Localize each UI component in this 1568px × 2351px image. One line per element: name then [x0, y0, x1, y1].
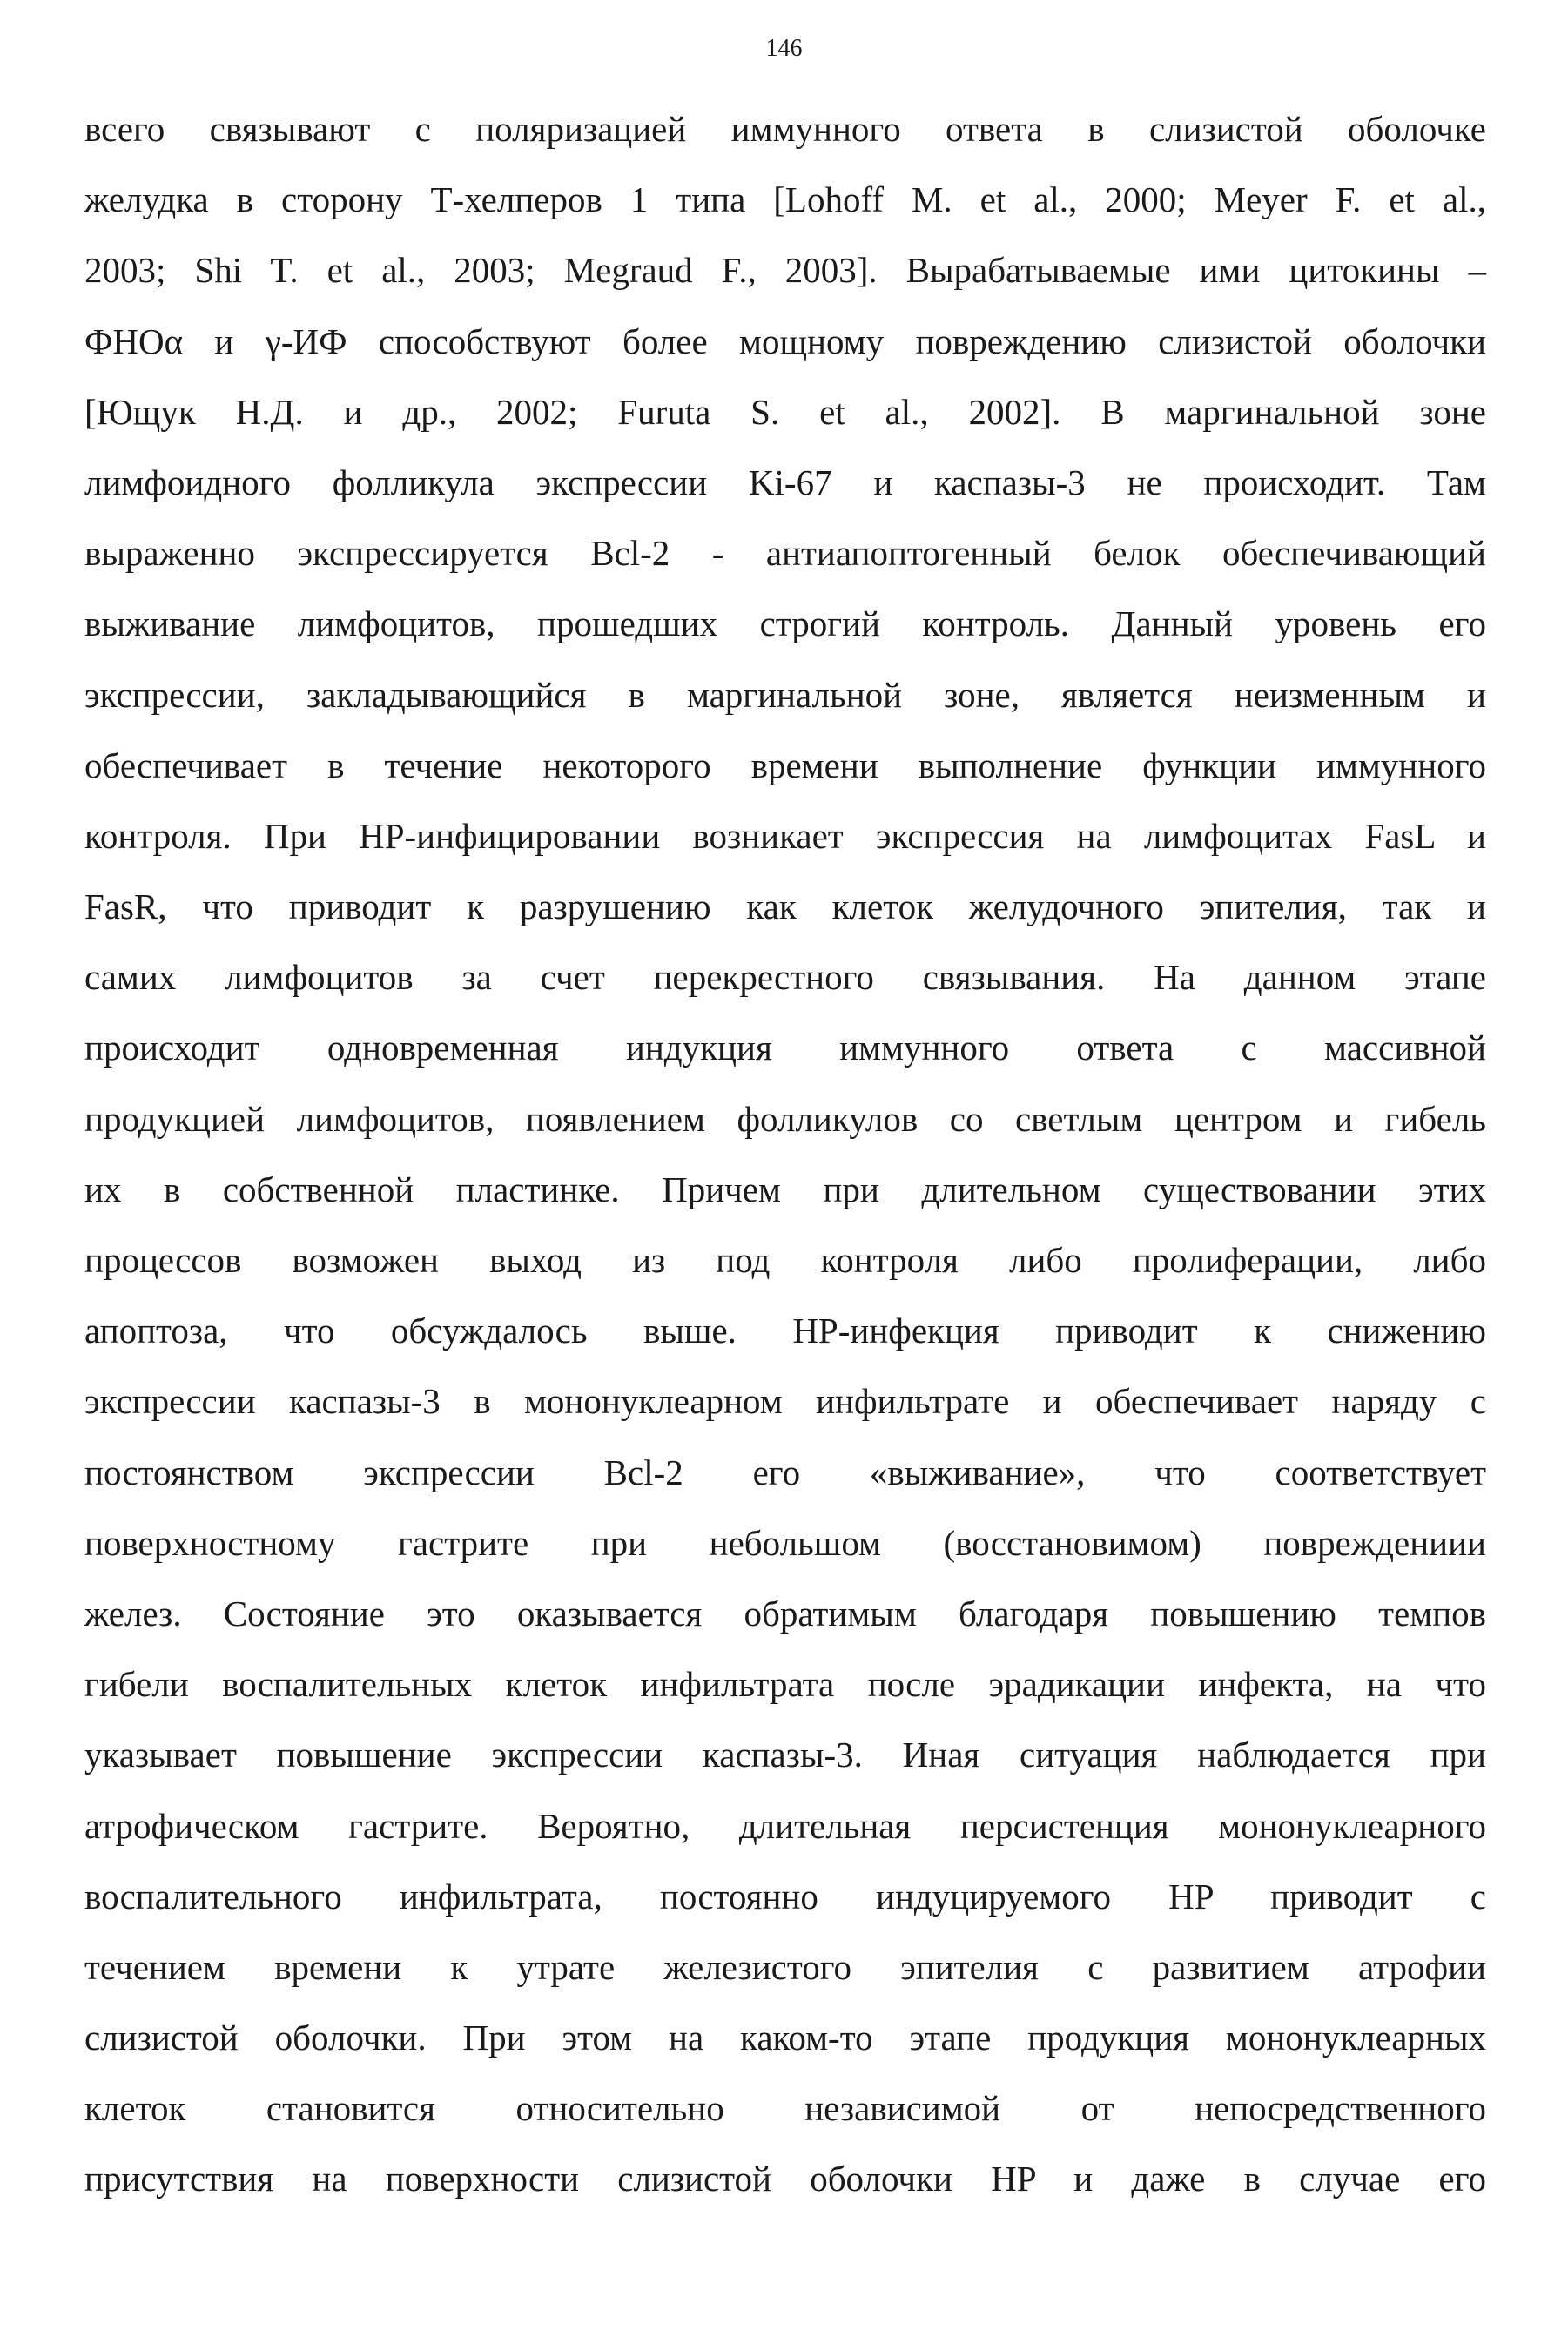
text-line: FasR, что приводит к разрушению как клеток желудочного эпителия, так и — [84, 886, 1486, 927]
text-line: указывает повышение экспрессии каспазы-3. Иная ситуация наблюдается при — [84, 1735, 1486, 1775]
text-line: происходит одновременная индукция иммунного ответа с массивной — [84, 1027, 1486, 1068]
text-line: экспрессии каспазы-3 в мононуклеарном инфильтрате и обеспечивает наряду с — [84, 1381, 1486, 1422]
text-line: желудка в сторону Т-хелперов 1 типа [Lohoff M. et al., 2000; Meyer F. et al., — [84, 179, 1486, 220]
text-line: процессов возможен выход из под контроля либо пролиферации, либо — [84, 1240, 1486, 1280]
page-number: 146 — [765, 35, 803, 62]
text-line: 2003; Shi T. et al., 2003; Megraud F., 2003]. Вырабатываемые ими цитокины – — [84, 250, 1486, 291]
text-line: их в собственной пластинке. Причем при длительном существовании этих — [84, 1169, 1486, 1209]
text-line: контроля. При HP-инфицировании возникает экспрессия на лимфоцитах FasL и — [84, 815, 1486, 856]
text-line: лимфоидного фолликула экспрессии Ki-67 и каспазы-3 не происходит. Там — [84, 461, 1486, 502]
text-line: [Ющук Н.Д. и др., 2002; Furuta S. et al., 2002]. В маргинальной зоне — [84, 391, 1486, 432]
text-line: выживание лимфоцитов, прошедших строгий контроль. Данный уровень его — [84, 603, 1486, 644]
text-line: течением времени к утрате железистого эпителия с развитием атрофии — [84, 1946, 1486, 1987]
text-line: воспалительного инфильтрата, постоянно индуцируемого HP приводит с — [84, 1876, 1486, 1917]
text-line: клеток становится относительно независимой от непосредственного — [84, 2088, 1486, 2129]
text-line: слизистой оболочки. При этом на каком-то этапе продукция мононуклеарных — [84, 2018, 1486, 2058]
text-line: самих лимфоцитов за счет перекрестного связывания. На данном этапе — [84, 957, 1486, 998]
text-line: атрофическом гастрите. Вероятно, длительная персистенция мононуклеарного — [84, 1805, 1486, 1846]
text-line: экспрессии, закладывающийся в маргинальной зоне, является неизменным и — [84, 674, 1486, 715]
text-line: поверхностному гастрите при небольшом (восстановимом) повреждениии — [84, 1522, 1486, 1563]
text-line: обеспечивает в течение некоторого времени выполнение функции иммунного — [84, 744, 1486, 785]
text-line: постоянством экспрессии Bcl-2 его «выживание», что соответствует — [84, 1452, 1486, 1492]
body-text — [84, 94, 1486, 2215]
text-line: апоптоза, что обсуждалось выше. HP-инфекция приводит к снижению — [84, 1310, 1486, 1351]
text-line: продукцией лимфоцитов, появлением фолликулов со светлым центром и гибель — [84, 1098, 1486, 1139]
text-line: гибели воспалительных клеток инфильтрата после эрадикации инфекта, на что — [84, 1664, 1486, 1705]
text-line: ФНОα и γ-ИФ способствуют более мощному повреждению слизистой оболочки — [84, 320, 1486, 361]
text-line: присутствия на поверхности слизистой оболочки HP и даже в случае его — [84, 2159, 1486, 2199]
text-line: выраженно экспрессируется Bcl-2 - антиапоптогенный белок обеспечивающий — [84, 533, 1486, 574]
text-line: желез. Состояние это оказывается обратимым благодаря повышению темпов — [84, 1593, 1486, 1634]
text-line: всего связывают с поляризацией иммунного ответа в слизистой оболочке — [84, 109, 1486, 149]
